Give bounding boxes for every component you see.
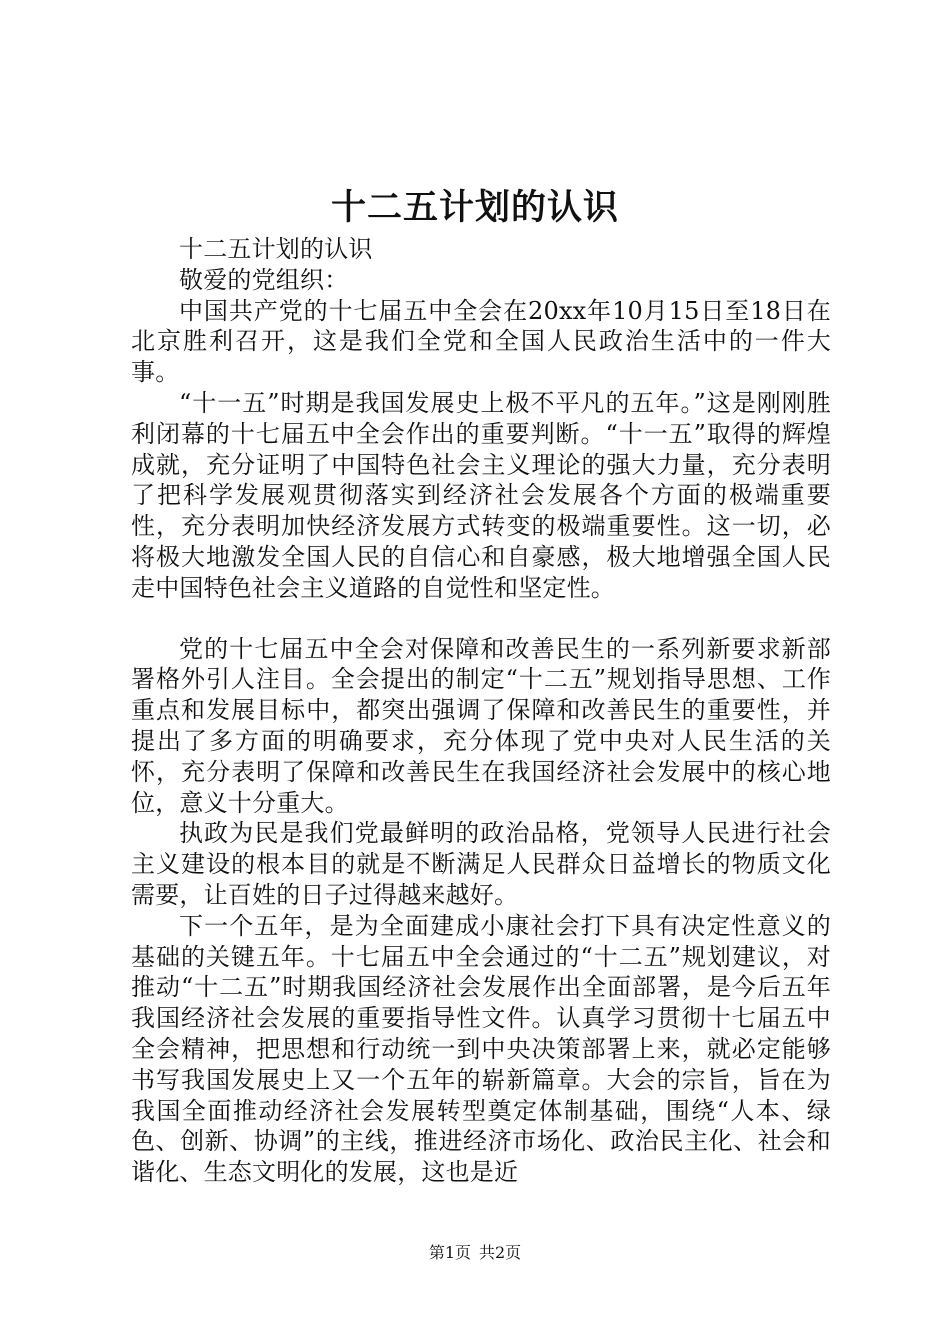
paragraph: 中国共产党的十七届五中全会在20xx年10月15日至18日在北京胜利召开，这是我们全党和全国人民政治生活中的一件大事。 — [131, 296, 831, 387]
page-footer — [0, 1243, 950, 1263]
page-number: 第1页 — [428, 1243, 471, 1262]
document-body — [131, 234, 831, 1188]
paragraph-subtitle: 十二五计划的认识 — [179, 235, 373, 263]
paragraph: 执政为民是我们党最鲜明的政治品格，党领导人民进行社会主义建设的根本目的就是不断满足人民群众日益增长的物质文化需要，让百姓的日子过得越来越好。 — [131, 819, 831, 909]
paragraph: 党的十七届五中全会对保障和改善民生的一系列新要求新部署格外引人注目。全会提出的制定“十二五”规划指导思想、工作重点和发展目标中，都突出强调了保障和改善民生的重要性，并提出了多方面的明确要求，充分体现了党中央对人民生活的关怀，充分表明了保障和改善民生在我国经济社会发展中的核心地位，意义十分重大。 — [131, 634, 831, 817]
paragraph: “十一五”时期是我国发展史上极不平凡的五年。”这是刚刚胜利闭幕的十七届五中全会作出的重要判断。“十一五”取得的辉煌成就，充分证明了中国特色社会主义理论的强大力量，充分表明了把科学发展观贯彻落实到经济社会发展各个方面的极端重要性，充分表明加快经济发展方式转变的极端重要性。这一切，必将极大地激发全国人民的自信心和自豪感，极大地增强全国人民走中国特色社会主义道路的自觉性和坚定性。 — [131, 388, 831, 602]
document-title: 十二五计划的认识 — [330, 187, 619, 228]
paragraph: 下一个五年，是为全面建成小康社会打下具有决定性意义的基础的关键五年。十七届五中全会通过的“十二五”规划建议，对推动“十二五”时期我国经济社会发展作出全面部署，是今后五年我国经济社会发展的重要指导性文件。认真学习贯彻十七届五中全会精神，把思想和行动统一到中央决策部署上来，就必定能够书写我国发展史上又一个五年的崭新篇章。大会的宗旨，旨在为我国全面推动经济社会发展转型奠定体制基础，围绕“人本、绿色、创新、协调”的主线，推进经济市场化、政治民主化、社会和谐化、生态文明化的发展，这也是近 — [131, 911, 831, 1187]
paragraph-salutation: 敬爱的党组织： — [179, 265, 349, 294]
page-total: 共2页 — [479, 1243, 522, 1262]
